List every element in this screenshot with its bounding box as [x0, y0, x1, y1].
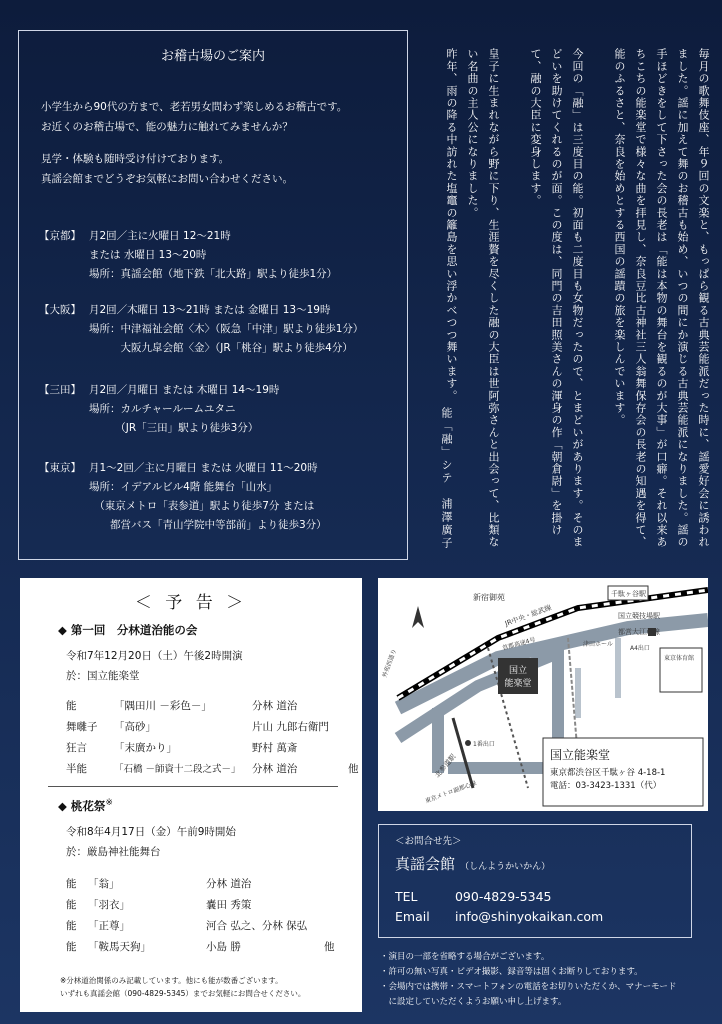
program-kind: 能 — [66, 700, 77, 712]
map-label-noh: 国立 — [508, 666, 528, 676]
map-label: 北参道駅 — [433, 752, 458, 780]
program-kind: 能 — [66, 899, 77, 911]
program-title: 「羽衣」 — [88, 899, 130, 911]
city-line: 場所：中津福祉会館〈木〉（阪急「中津」駅より徒歩1分） — [89, 323, 364, 335]
map-label: 国立競技場駅 — [618, 612, 660, 620]
map-info-address: 東京都渋谷区千駄ヶ谷 4-18-1 — [550, 768, 666, 778]
program-performer: 分林 道治 — [252, 700, 298, 712]
program-extra: 他 — [324, 941, 335, 953]
city-line: 大阪九皐会館〈金〉（JR「桃谷」駅より徒歩4分） — [89, 342, 353, 354]
city-tag: 【東京】 — [39, 462, 81, 474]
event2-mark: ※ — [105, 798, 113, 808]
intro-line: お近くのお稽古場で、能の魅力に触れてみませんか？ — [41, 121, 293, 133]
notes-list — [380, 950, 716, 1010]
notice-heading: ＜ 予 告 ＞ — [134, 593, 248, 613]
contact-tel-label: TEL — [395, 889, 418, 904]
program-row — [66, 897, 356, 913]
city-line: （JR「三田」駅より徒歩3分） — [89, 422, 259, 434]
essay-body: 毎月の歌舞伎座、年９回の文楽と、もっぱら観る古典芸能派だった時に、謡愛好会に誘われました。謡に加えて舞のお稽古も始め、いつの間にか演じる古典芸能派になりました。謡の手ほどきをして下さった会の長老は「能は本物の舞台を観るのが大事」が口癖。それ以来あちこちの能楽堂で様々な曲を拝見し、奈良豆比古神社三人翁舞保存会の長老の知遇を得て、能のふるさと、奈良を始めとする西国の謡蹟の旅を楽しんでいます。 今回の「融」は三度目の能。初面も二度目も女物だったので、とまどいがあります。そのまどいを助けてくれるのが面。この度は、同門の吉田照美さんの渾身の作「朝倉尉」を掛けて、融の大臣に変身します。 皇子に生まれながら野に下り、生涯贅を尽くした融の大臣は世阿弥さんと出会って、比類ない名曲の主人公になりました。 昨年、雨の降る中訪れた塩竈の籬島を思い浮かべつつ舞います。 — [445, 48, 710, 549]
program-title: 「高砂」 — [114, 721, 156, 733]
map-label: 外苑西通り — [381, 648, 399, 679]
map-info-name: 国立能楽堂 — [550, 748, 611, 762]
map-label: 東京体育館 — [664, 655, 695, 662]
city-line: 場所：イデアルビル4階 能舞台「山水」 — [89, 481, 278, 493]
program-performer: 小島 勝 — [206, 941, 241, 953]
map-label: 首都高速4号 — [501, 636, 537, 652]
program-row — [66, 939, 356, 955]
map-label: 津田ホール — [583, 641, 613, 648]
city-line: 月1～2回／主に月曜日 または 火曜日 11～20時 — [89, 462, 318, 474]
contact-tel-row — [395, 889, 552, 904]
city-line: 月2回／主に火曜日 12～21時 — [89, 230, 231, 242]
map-label: 都営大江戸線 — [618, 628, 660, 636]
event2-venue: 於：厳島神社能舞台 — [66, 846, 161, 858]
city-tag: 【三田】 — [39, 384, 81, 396]
city-line: または 水曜日 13～20時 — [89, 249, 207, 261]
note-item: ・演目の一部を省略する場合がございます。 — [380, 952, 550, 962]
map-label: 東京メトロ副都心線 — [424, 779, 478, 805]
city-osaka — [39, 301, 363, 358]
event2-date: 令和8年4月17日（金）午前9時開始 — [66, 826, 236, 838]
city-line: 場所：カルチャールームユタニ — [89, 403, 236, 415]
map-label: 新宿御苑 — [473, 593, 505, 602]
map-info-phone: 電話：03-3423-1331（代） — [550, 781, 662, 791]
program-row — [66, 876, 356, 892]
compass-icon — [412, 606, 424, 628]
program-row — [66, 719, 356, 735]
contact-reading: （しんようかいかん） — [460, 862, 551, 872]
program-title: 「翁」 — [88, 878, 120, 890]
access-map — [378, 578, 708, 811]
map-info — [550, 746, 665, 793]
city-line: 場所：真謡会館（地下鉄「北大路」駅より徒歩1分） — [89, 268, 338, 280]
city-line: （東京メトロ「表参道」駅より徒歩7分 または — [89, 500, 315, 512]
program-title: 「正尊」 — [88, 920, 130, 932]
essay-signature: 能「融」シテ 浦澤廣子 — [440, 407, 453, 550]
intro-line — [41, 137, 401, 149]
program-row — [66, 698, 356, 714]
program-kind: 舞囃子 — [66, 721, 98, 733]
essay-section — [418, 48, 714, 553]
program-title: 「鞍馬天狗」 — [88, 941, 151, 953]
program-kind: 狂言 — [66, 742, 87, 754]
footnote-line: いずれも真謡会館（090-4829-5345）までお気軽にお問合せください。 — [60, 989, 306, 998]
footnote-line: ※分林道治関係のみ記載しています。他にも能が数番ございます。 — [60, 976, 283, 985]
program-performer: 片山 九郎右衛門 — [252, 721, 329, 733]
program-title: 「末廣かり」 — [114, 742, 177, 754]
city-tag: 【京都】 — [39, 230, 81, 242]
program-row — [66, 918, 356, 934]
note-item: ・会場内では携帯・スマートフォンの電話をお切りいただくか、マナーモード — [380, 982, 677, 992]
contact-email-label: Email — [395, 909, 430, 924]
program-row — [66, 761, 359, 777]
event1-date: 令和7年12月20日（土）午後2時開演 — [66, 650, 243, 662]
note-item: ・許可の無い写真・ビデオ撮影、録音等は固くお断りしております。 — [380, 967, 643, 977]
notice-panel — [20, 578, 362, 1012]
map-label-noh2: 能楽堂 — [504, 679, 532, 689]
contact-name-row — [395, 853, 550, 874]
city-sanda — [39, 381, 279, 438]
contact-label: ＜お問合せ先＞ — [395, 836, 462, 847]
event1-title: ◆ 第一回 分林道治能の会 — [58, 623, 198, 637]
event1-venue: 於：国立能楽堂 — [66, 670, 140, 682]
program-row — [66, 740, 356, 756]
contact-email[interactable]: info@shinyokaikan.com — [454, 909, 604, 924]
program-performer: 分林 道治 — [252, 763, 298, 775]
event2-title-text: ◆ 桃花祭 — [58, 799, 106, 813]
program-performer: 野村 萬斎 — [252, 742, 298, 754]
map-label: JR中央・総武線 — [503, 603, 553, 628]
city-line: 月2回／月曜日 または 木曜日 14～19時 — [89, 384, 280, 396]
notice-footnotes — [60, 974, 305, 1000]
program-performer: 嚢田 秀策 — [206, 899, 252, 911]
program-performer: 河合 弘之、分林 保弘 — [206, 920, 308, 932]
fukutoshin-line — [453, 718, 473, 788]
program-kind: 半能 — [66, 763, 87, 775]
intro-line: 真謡会館までどうぞお気軽にお問い合わせください。 — [41, 173, 293, 185]
city-line: 都営バス「青山学院中等部前」より徒歩3分） — [89, 519, 327, 531]
note-item: に設定していただくようお願い申し上げます。 — [380, 997, 567, 1007]
divider — [48, 786, 338, 787]
map-label: A4出口 — [630, 645, 650, 652]
event2-title — [58, 798, 113, 814]
lesson-guide-box — [18, 30, 408, 560]
map-label: 1番出口 — [473, 741, 495, 748]
contact-email-row — [395, 909, 603, 924]
intro-line: 見学・体験も随時受け付けております。 — [41, 153, 230, 165]
intro-line: 小学生から90代の方まで、老若男女問わず楽しめるお稽古です。 — [41, 101, 348, 113]
program-kind: 能 — [66, 941, 77, 953]
program-performer: 分林 道治 — [206, 878, 252, 890]
program-title: 「隅田川 －彩色－」 — [114, 700, 212, 712]
program-kind: 能 — [66, 920, 77, 932]
contact-name: 真謡会館 — [395, 855, 456, 873]
city-tag: 【大阪】 — [39, 304, 81, 316]
program-kind: 能 — [66, 878, 77, 890]
program-extra: 他 — [348, 763, 359, 775]
contact-tel[interactable]: 090-4829-5345 — [454, 889, 552, 904]
city-kyoto — [39, 227, 337, 284]
city-line: 月2回／木曜日 13～21時 または 金曜日 13～19時 — [89, 304, 331, 316]
exit1-marker — [465, 740, 471, 746]
city-tokyo — [39, 459, 327, 535]
lesson-guide-title: お稽古場のご案内 — [160, 49, 265, 64]
lesson-guide-intro — [41, 97, 401, 189]
contact-box — [378, 824, 692, 938]
map-label: 千駄ヶ谷駅 — [611, 590, 646, 598]
program-title: 「石橋 －師資十二段之式－」 — [114, 764, 241, 775]
